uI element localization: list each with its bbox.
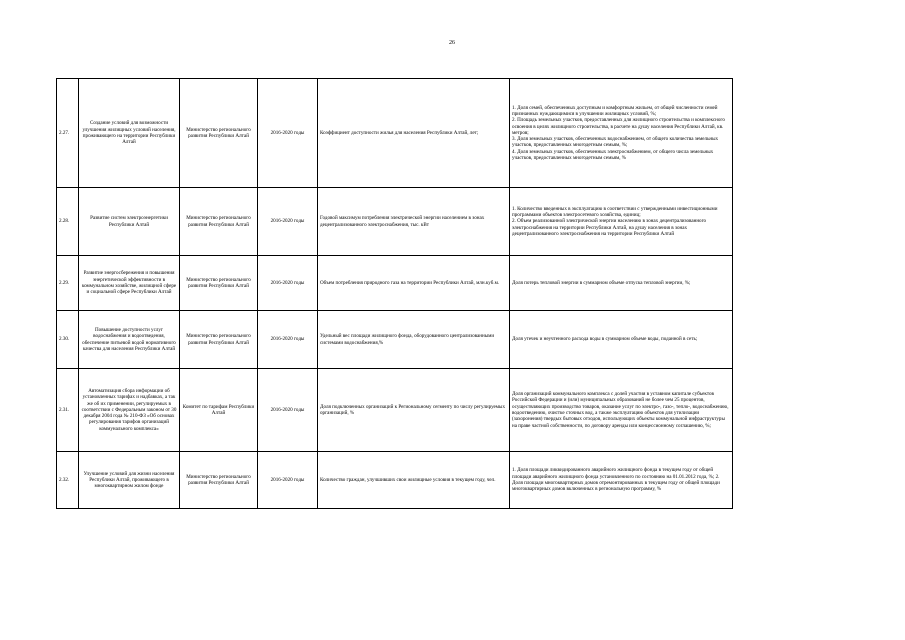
- table-row: [57, 311, 733, 369]
- result-item: 1. Доля семей, обеспеченных доступным и комфортным жильем, от общей численности семей признанных нуждающимися в улучшении жилищных условий, %;: [512, 104, 718, 117]
- expected-results: [510, 188, 733, 256]
- table-body: [57, 79, 733, 509]
- row-number: 2.27.: [57, 79, 79, 188]
- table-row: [57, 256, 733, 311]
- target-indicator: Объем потребления природного газа на территории Республики Алтай, млн.куб.м.: [318, 256, 510, 311]
- target-indicator: Удельный вес площади жилищного фонда, оборудованного централизованными системами водоснабжения,%: [318, 311, 510, 369]
- expected-results: [510, 369, 733, 452]
- implementation-period: 2016-2020 годы: [258, 369, 318, 452]
- expected-results: [510, 311, 733, 369]
- row-number: 2.30.: [57, 311, 79, 369]
- implementation-period: 2016-2020 годы: [258, 79, 318, 188]
- result-item: 1. Доля площади ликвидированного аварийного жилищного фонда в текущем году от общей площади аварийного жилищного фонда установленного по состоянию на 01.01.2012 года, %; 2. Доля площади многоквартирных домов отремонтированных в текущем году от общей площади многоквартирных домов включенных в региональную программу, %: [512, 467, 720, 493]
- row-number: 2.28.: [57, 188, 79, 256]
- expected-results: [510, 256, 733, 311]
- implementation-period: 2016-2020 годы: [258, 188, 318, 256]
- result-item: 2. Объем реализованной электрической энергии населению в зонах децентрализованного электроснабжения на территории Республики Алтай, на душу населения в зонах децентрализованного электроснабжения на территории Республики Алтай: [512, 218, 707, 237]
- measure-name: Улучшение условий для жизни населения Республики Алтай, проживающего в многоквартирном жилом фонде: [79, 452, 180, 509]
- expected-results: [510, 452, 733, 509]
- table-row: [57, 452, 733, 509]
- executor: Министерство регионального развития Республики Алтай: [180, 256, 258, 311]
- table-row: [57, 188, 733, 256]
- result-item: 4. Доля земельных участков, обеспеченных электроснабжением, от общего числа земельных участков, предоставленных многодетным семьям, %: [512, 148, 714, 162]
- implementation-period: 2016-2020 годы: [258, 256, 318, 311]
- measure-name: Развитие энергосбережения и повышения энергетической эффективности в коммунальном хозяйстве, жилищной сфере и социальной сфере Республики Алтай: [79, 256, 180, 311]
- result-item: Доля организаций коммунального комплекса с долей участия в уставном капитале субъектов Российской Федерации и (или) муниципальных образований не более чем 25 процентов, осуществляющих производство товаров, оказание услуг по электро-, газо-, тепло-, водоснабжению, водоотведению, очистке сточных вод, а также эксплуатацию объектов для утилизации (захоронения) твердых бытовых отходов, использующих объекты коммунальной инфраструктуры на праве частной собственности, по договору аренды или концессионному соглашению, %;: [512, 391, 729, 429]
- result-item: 2. Площадь земельных участков, предоставленных для жилищного строительства и комплексного освоения в целях жилищного строительства, в расчете на душу населения Республики Алтай, кв. метров;: [512, 117, 725, 136]
- target-indicator: Годовой максимум потребления электрической энергии населением в зонах децентрализованного электроснабжения, тыс. кВт: [318, 188, 510, 256]
- row-number: 2.29.: [57, 256, 79, 311]
- executor: Министерство регионального развития Республики Алтай: [180, 311, 258, 369]
- executor: Комитет по тарифам Республики Алтай: [180, 369, 258, 452]
- measure-name: Повышение доступности услуг водоснабжения и водоотведения, обеспечение питьевой водой нормативного качества для населения Республики Алтай: [79, 311, 180, 369]
- implementation-period: 2016-2020 годы: [258, 452, 318, 509]
- executor: Министерство регионального развития Республики Алтай: [180, 452, 258, 509]
- table-row: [57, 79, 733, 188]
- table-row: [57, 369, 733, 452]
- measure-name: Автоматизация сбора информации об установленных тарифах и надбавках, а так же об их применении, регулируемых в соответствии с Федеральным законом от 30 декабря 2004 года № 210-ФЗ «Об основах регулирования тарифов организаций коммунального комплекса»: [79, 369, 180, 452]
- program-measures-table: [56, 78, 733, 509]
- implementation-period: 2016-2020 годы: [258, 311, 318, 369]
- target-indicator: Количество граждан, улучшивших свои жилищные условия в текущем году, чел.: [318, 452, 510, 509]
- executor: Министерство регионального развития Республики Алтай: [180, 79, 258, 188]
- target-indicator: Коэффициент доступности жилья для населения Республики Алтай, лет;: [318, 79, 510, 188]
- page-number: 26: [449, 40, 455, 46]
- row-number: 2.31.: [57, 369, 79, 452]
- expected-results: [510, 79, 733, 188]
- executor: Министерство регионального развития Республики Алтай: [180, 188, 258, 256]
- result-item: Доля утечек и неучтенного расхода воды в суммарном объеме воды, поданной в сеть;: [512, 336, 698, 343]
- target-indicator: Доля подключенных организаций к Региональному сегменту по числу регулируемых организаций, %: [318, 369, 510, 452]
- row-number: 2.32.: [57, 452, 79, 509]
- result-item: Доля потерь тепловой энергии в суммарном объеме отпуска тепловой энергии, %;: [512, 279, 691, 286]
- measure-name: Создание условий для возможности улучшения жилищных условий населения, проживающего на территории Республики Алтай: [79, 79, 180, 188]
- result-item: 1. Количество введенных в эксплуатацию в соответствии с утвержденными инвестиционными программами объектов электросетевого хозяйства, единиц;: [512, 205, 718, 219]
- result-item: 3. Доля земельных участков, обеспеченных водоснабжением, от общего количества земельных участков, предоставленных многодетным семьям, %;: [512, 136, 719, 149]
- measure-name: Развитие систем электроэнергетики Республики Алтай: [79, 188, 180, 256]
